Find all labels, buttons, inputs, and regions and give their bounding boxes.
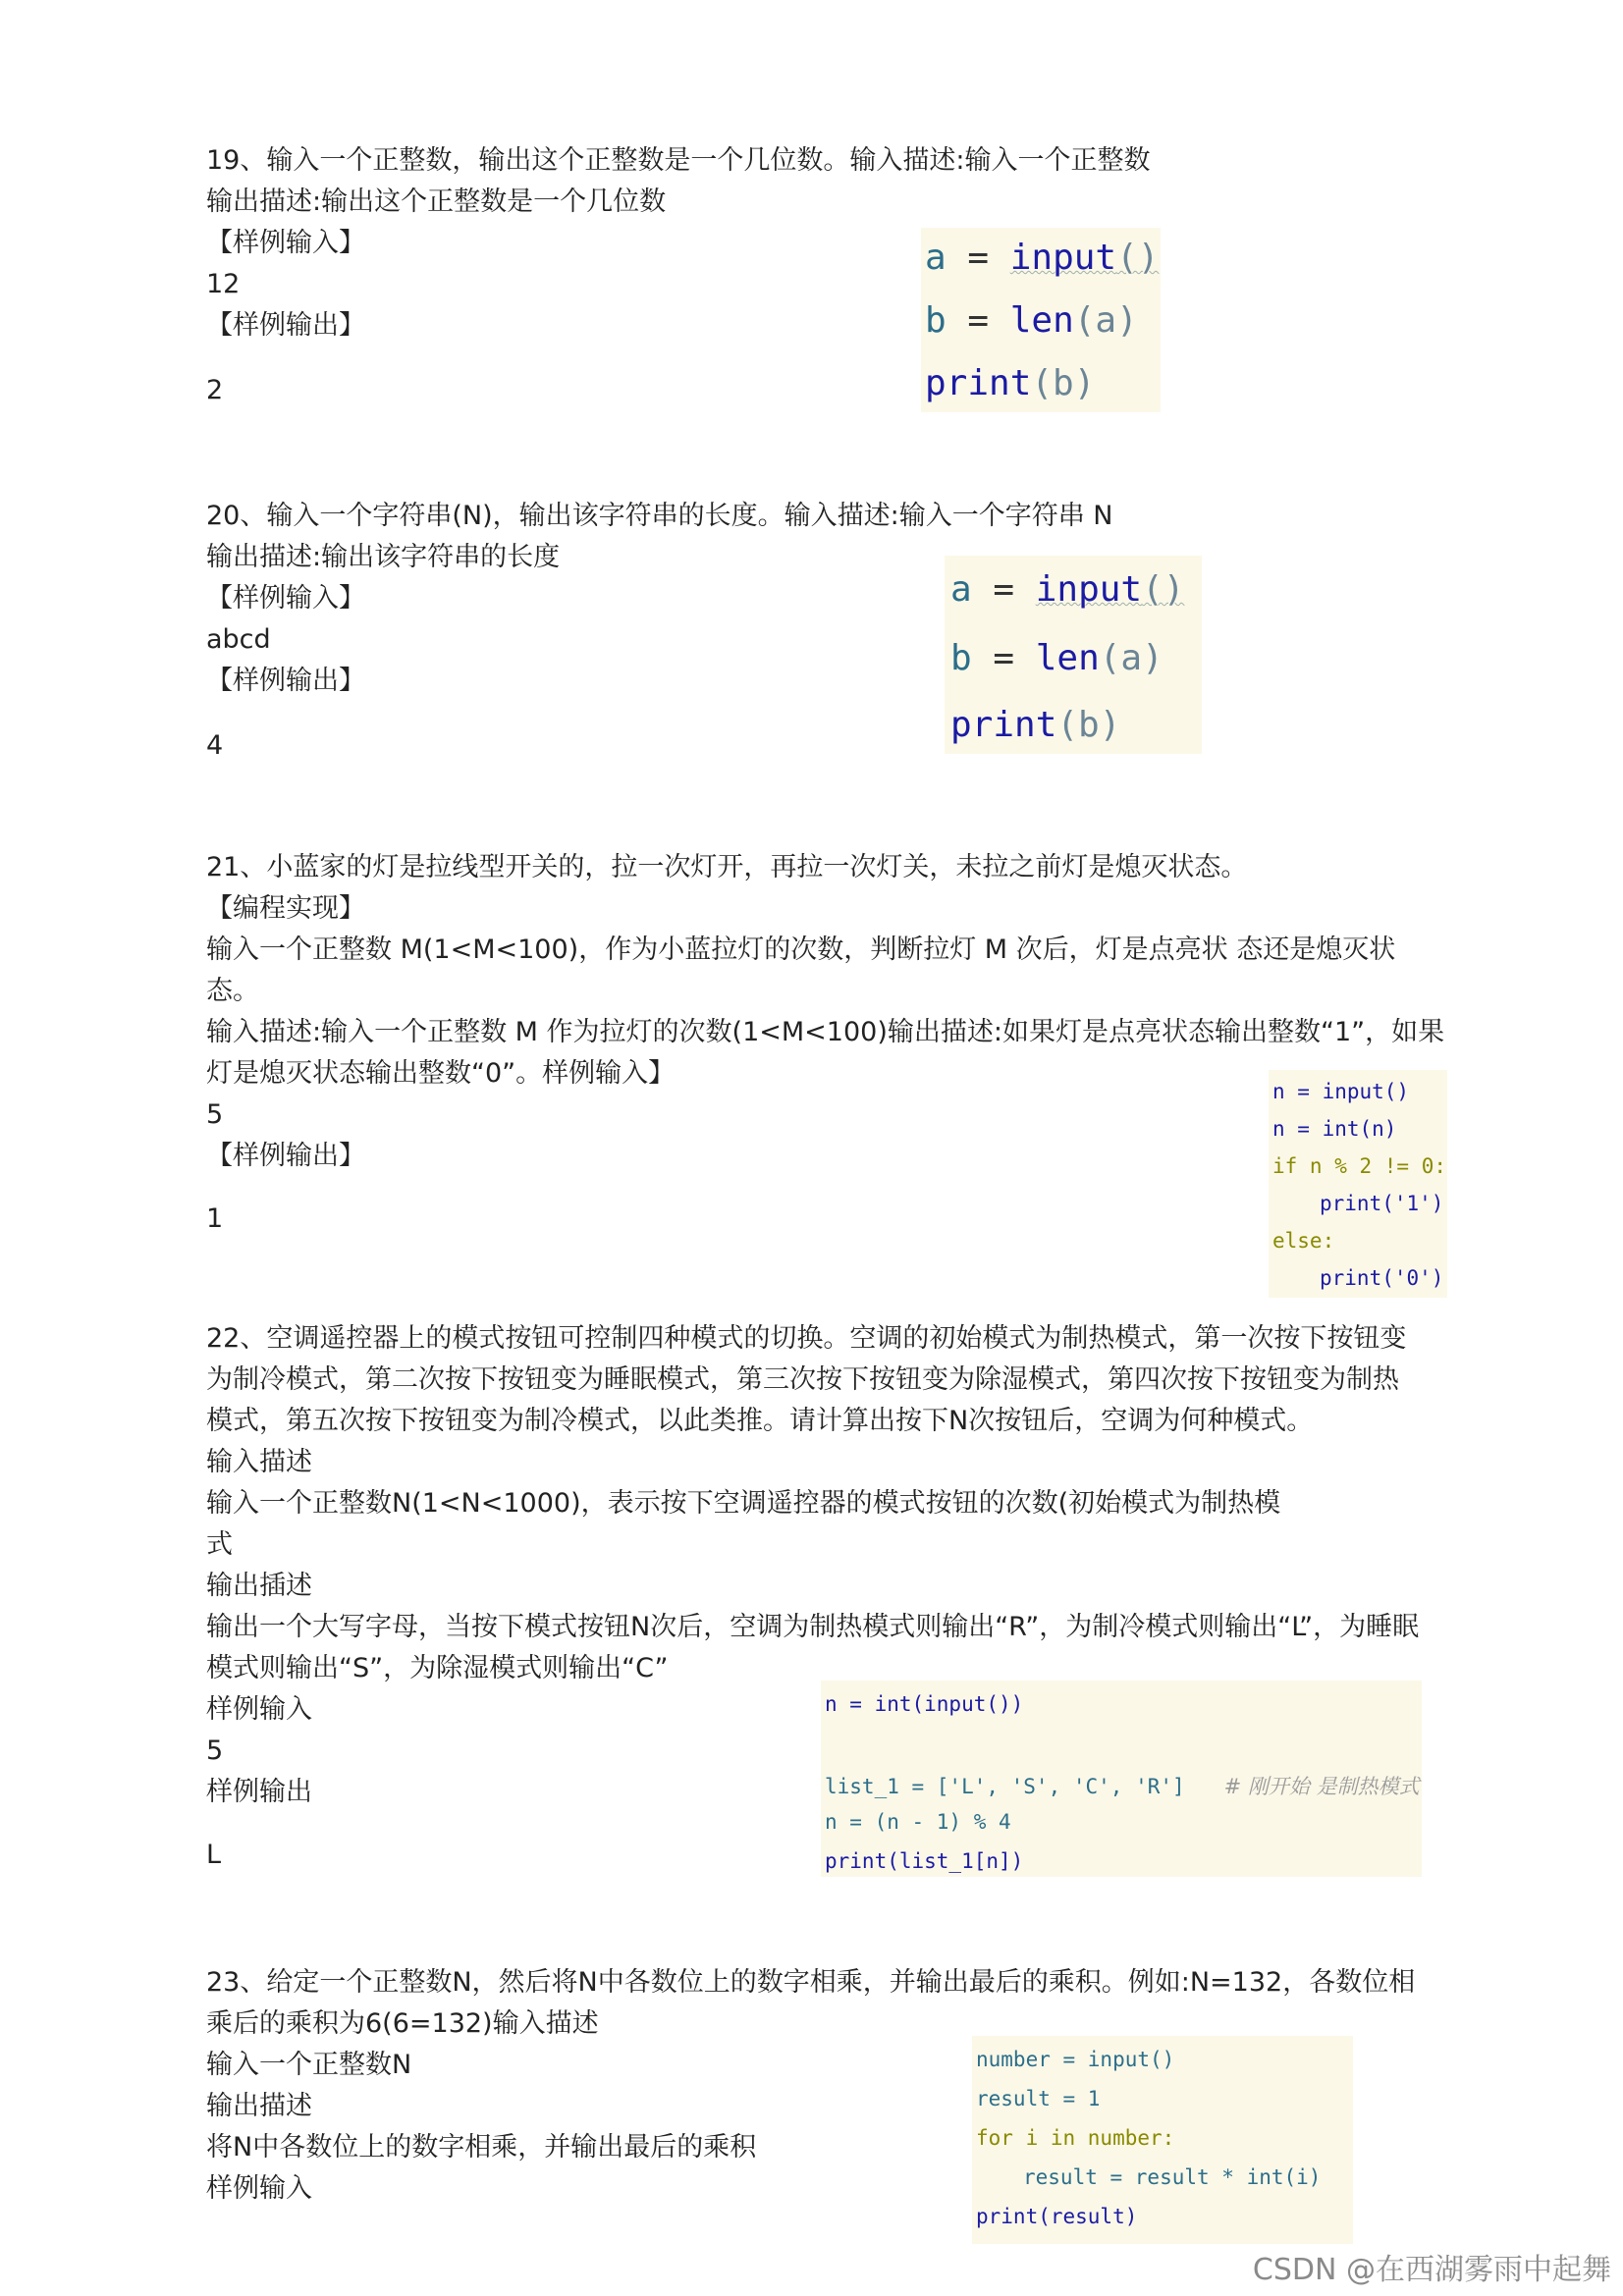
q21-title: 21、小蓝家的灯是拉线型开关的，拉一次灯开，再拉一次灯关，未拉之前灯是熄灭状态。 <box>206 852 1248 882</box>
code-token: print <box>950 705 1057 745</box>
q19-code-block <box>921 228 1161 412</box>
code-comment: # 刚开始 是制热模式 <box>1223 1775 1420 1798</box>
code-line: for i in number: <box>976 2126 1175 2150</box>
q22-sample-input: 5 <box>206 1735 224 1766</box>
code-token: (a) <box>1073 300 1138 341</box>
code-line: if n % 2 != 0: <box>1272 1154 1447 1178</box>
q23-title-line1: 23、给定一个正整数N，然后将N中各数位上的数字相乘，并输出最后的乘积。例如:N=132，各数位相 <box>206 1967 1416 1998</box>
q23-sample-input-label: 样例输入 <box>206 2173 312 2204</box>
q19-sample-input-label: 【样例输入】 <box>206 228 365 258</box>
code-token: len <box>1035 638 1100 678</box>
code-token: () <box>1116 238 1160 278</box>
q23-input-desc: 输入一个正整数N <box>206 2050 412 2080</box>
code-line: n = int(n) <box>1272 1117 1397 1141</box>
code-line: number = input() <box>976 2048 1175 2071</box>
code-token: print <box>925 363 1032 403</box>
q21-code-block <box>1269 1070 1447 1298</box>
code-token: b <box>950 638 972 678</box>
q22-title-line3: 模式，第五次按下按钮变为制冷模式，以此类推。请计算出按下N次按钮后，空调为何种模式。 <box>206 1406 1314 1436</box>
q20-sample-output-label: 【样例输出】 <box>206 666 365 696</box>
q23-title-line2: 乘后的乘积为6(6=132)输入描述 <box>206 2008 599 2039</box>
code-line <box>925 300 1138 341</box>
q21-desc-line2: 态。 <box>206 976 259 1006</box>
q22-title-line1: 22、空调遥控器上的模式按钮可控制四种模式的切换。空调的初始模式为制热模式，第一次按下按钮变 <box>206 1323 1407 1354</box>
q21-desc-line3: 输入描述:输入一个正整数 M 作为拉灯的次数(1<M<100)输出描述:如果灯是点亮状态输出整数“1”，如果 <box>206 1017 1445 1047</box>
q20-sample-output: 4 <box>206 730 224 761</box>
q23-code-block <box>972 2036 1353 2244</box>
q21-impl-label: 【编程实现】 <box>206 893 365 924</box>
code-line: result = result * int(i) <box>1023 2165 1322 2189</box>
code-line <box>925 238 1159 278</box>
q20-output-desc: 输出描述:输出该字符串的长度 <box>206 542 561 572</box>
code-token: (b) <box>1056 705 1121 745</box>
q20-sample-input-label: 【样例输入】 <box>206 583 365 614</box>
q22-input-desc-line2: 式 <box>206 1529 233 1560</box>
code-token: = <box>971 638 1036 678</box>
code-line <box>825 1771 1420 1800</box>
watermark: CSDN @在西湖雾雨中起舞 <box>1252 2253 1611 2287</box>
q22-input-desc-line1: 输入一个正整数N(1<N<1000)，表示按下空调遥控器的模式按钮的次数(初始模式为制热模 <box>206 1488 1281 1519</box>
code-token: b <box>925 300 947 341</box>
code-token: input <box>1035 569 1143 610</box>
code-line: n = int(input()) <box>825 1692 1024 1716</box>
code-line: result = 1 <box>976 2087 1101 2110</box>
q22-sample-output: L <box>206 1840 222 1870</box>
q21-sample-output: 1 <box>206 1203 224 1234</box>
code-token: = <box>971 569 1036 610</box>
code-line: print(list_1[n]) <box>825 1849 1024 1873</box>
q22-title-line2: 为制冷模式，第二次按下按钮变为睡眠模式，第三次按下按钮变为除湿模式，第四次按下按钮变为制热 <box>206 1364 1399 1395</box>
code-line: n = input() <box>1272 1080 1410 1103</box>
q22-output-desc-line1: 输出一个大写字母，当按下模式按钮N次后，空调为制热模式则输出“R”，为制冷模式则输出“L”，为睡眠 <box>206 1612 1420 1642</box>
code-line: print('0') <box>1320 1266 1444 1290</box>
code-token: () <box>1142 569 1185 610</box>
q21-desc-line4: 灯是熄灭状态输出整数“0”。样例输入】 <box>206 1058 676 1089</box>
code-line: print('1') <box>1320 1192 1444 1215</box>
code-token: (b) <box>1031 363 1096 403</box>
code-line: print(result) <box>976 2205 1138 2228</box>
code-line <box>925 363 1095 403</box>
q22-sample-input-label: 样例输入 <box>206 1694 312 1725</box>
q23-output-label: 输出描述 <box>206 2091 312 2121</box>
code-token: a <box>925 238 947 278</box>
q22-code-block <box>821 1681 1422 1877</box>
q19-sample-output: 2 <box>206 375 224 405</box>
code-line <box>950 705 1120 745</box>
q19-output-desc: 输出描述:输出这个正整数是一个几位数 <box>206 187 667 217</box>
q22-sample-output-label: 样例输出 <box>206 1777 312 1807</box>
q20-title: 20、输入一个字符串(N)，输出该字符串的长度。输入描述:输入一个字符串 N <box>206 501 1113 531</box>
code-line <box>950 569 1184 610</box>
q19-title: 19、输入一个正整数，输出这个正整数是一个几位数。输入描述:输入一个正整数 <box>206 145 1151 176</box>
code-token: = <box>946 300 1010 341</box>
code-token: input <box>1009 238 1117 278</box>
q22-input-label: 输入描述 <box>206 1447 312 1477</box>
q19-sample-input: 12 <box>206 269 241 299</box>
code-line: else: <box>1272 1229 1335 1253</box>
q19-sample-output-label: 【样例输出】 <box>206 310 365 341</box>
q20-code-block <box>945 556 1202 754</box>
code-token: a <box>950 569 972 610</box>
q21-sample-output-label: 【样例输出】 <box>206 1141 365 1171</box>
code-line <box>950 638 1163 678</box>
code-token: len <box>1009 300 1074 341</box>
q20-sample-input: abcd <box>206 624 271 655</box>
code-token: = <box>946 238 1010 278</box>
q23-output-desc: 将N中各数位上的数字相乘，并输出最后的乘积 <box>206 2132 757 2163</box>
q22-output-desc-line2: 模式则输出“S”，为除湿模式则输出“C” <box>206 1653 669 1683</box>
code-line: n = (n - 1) % 4 <box>825 1810 1011 1834</box>
q22-output-label: 输出插述 <box>206 1571 312 1601</box>
code-token: list_1 = ['L', 'S', 'C', 'R'] <box>825 1775 1185 1798</box>
q21-desc-line1: 输入一个正整数 M(1<M<100)，作为小蓝拉灯的次数，判断拉灯 M 次后，灯是点亮状 态还是熄灭状 <box>206 934 1396 965</box>
code-token: (a) <box>1099 638 1163 678</box>
q21-sample-input: 5 <box>206 1099 224 1130</box>
